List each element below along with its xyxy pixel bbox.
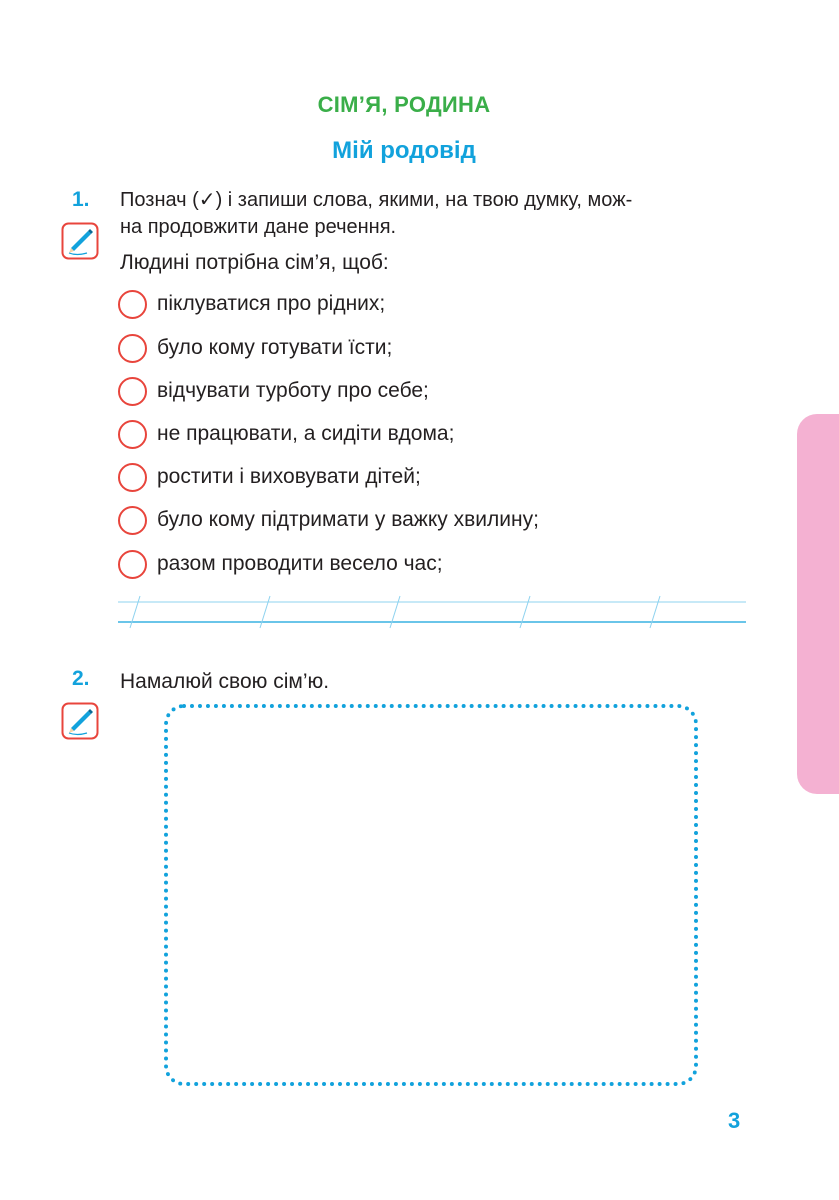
pencil-icon	[61, 702, 99, 740]
option-care-for-relatives[interactable]	[118, 286, 385, 322]
drawing-area[interactable]	[164, 704, 698, 1086]
checkbox-circle[interactable]	[118, 550, 147, 579]
task-1-number: 1.	[72, 188, 90, 211]
option-label: разом проводити весело час;	[157, 552, 443, 575]
task-1-instruction	[120, 187, 750, 241]
task-1-lead-sentence: Людині потрібна сім’я, щоб:	[120, 251, 389, 274]
option-label: було кому підтримати у важку хвилину;	[157, 508, 539, 531]
option-someone-to-cook[interactable]	[118, 330, 392, 366]
section-side-tab	[797, 414, 839, 794]
checkbox-circle[interactable]	[118, 420, 147, 449]
checkbox-circle[interactable]	[118, 506, 147, 535]
option-label: не працювати, а сидіти вдома;	[157, 422, 455, 445]
option-not-work[interactable]	[118, 416, 454, 452]
section-title: СІМ’Я, РОДИНА	[317, 92, 491, 117]
checkbox-circle[interactable]	[118, 290, 147, 319]
writing-lines[interactable]	[118, 592, 746, 632]
option-spend-time-together[interactable]	[118, 546, 443, 582]
page-number: 3	[728, 1108, 741, 1133]
task-2-number: 2.	[72, 667, 90, 690]
pencil-icon	[61, 222, 99, 260]
instruction-line-2: на продовжити дане речення.	[120, 216, 397, 238]
lesson-subtitle: Мій родовід	[332, 137, 476, 164]
option-support-in-hard-times[interactable]	[118, 502, 539, 538]
option-raise-children[interactable]	[118, 459, 421, 495]
task-2-instruction: Намалюй свою сім’ю.	[120, 670, 330, 693]
checkbox-circle[interactable]	[118, 377, 147, 406]
option-label: відчувати турботу про себе;	[157, 379, 429, 402]
option-feel-care[interactable]	[118, 373, 429, 409]
checkbox-circle[interactable]	[118, 334, 147, 363]
option-label: ростити і виховувати дітей;	[157, 465, 421, 488]
checkbox-circle[interactable]	[118, 463, 147, 492]
instruction-line-1: Познач (✓) і запиши слова, якими, на твою думку, мож-	[120, 189, 633, 211]
option-label: було кому готувати їсти;	[157, 336, 393, 359]
option-label: піклуватися про рідних;	[157, 292, 386, 315]
